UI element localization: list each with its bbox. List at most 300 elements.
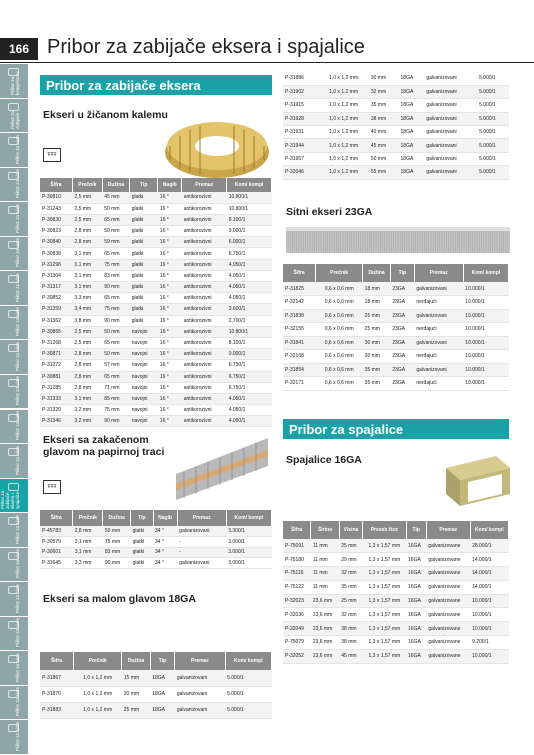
sidebar-tab-label: Pribor za alate: [15, 549, 20, 579]
table-cell: 2,8 mm: [72, 382, 102, 393]
table-cell: 2,5 mm: [72, 192, 102, 203]
table-cell: 18GA: [399, 139, 425, 152]
table-cell: 16 °: [158, 405, 182, 416]
table-cell: P-31359: [40, 304, 72, 315]
table-cell: 4.050/1: [227, 293, 272, 304]
table-cell: 8.100/1: [227, 337, 272, 348]
table-row: [283, 567, 509, 581]
table-cell: 3,1 mm: [73, 547, 103, 558]
table-cell: 5.000/1: [477, 126, 509, 139]
sidebar-tab[interactable]: [0, 686, 28, 721]
left-section-banner: Pribor za zabijače eksera: [40, 75, 272, 95]
table-cell: 1,0 x 1,2 mm: [318, 166, 369, 179]
table-cell: 16 °: [158, 192, 182, 203]
table-cell: 1,3 x 1,57 mm: [363, 649, 406, 663]
column-header: Presek žice: [363, 521, 406, 539]
title-rule: [0, 62, 534, 63]
table-cell: P-31886: [283, 72, 318, 85]
table-cell: 6.750/1: [227, 360, 272, 371]
table-cell: galvanizovane: [426, 553, 470, 567]
table-cell: 25 mm: [122, 702, 150, 718]
table-cell: P-30823: [40, 226, 72, 237]
sidebar-tab[interactable]: [0, 99, 28, 134]
sidebar-tab[interactable]: [0, 720, 28, 755]
table-cell: 11 mm: [311, 567, 339, 581]
table-cell: galvanizovane: [426, 580, 470, 594]
sidebar-tab-label: Pribor za alate: [15, 272, 20, 302]
table-cell: galvanizovane: [426, 539, 470, 553]
table-cell: 38 mm: [369, 112, 399, 125]
page-number: 166: [0, 38, 38, 60]
table-cell: 9.000/1: [227, 349, 272, 360]
table-cell: 25 mm: [339, 539, 362, 553]
table-cell: glatki: [130, 282, 158, 293]
table-cell: 3,2 mm: [72, 405, 102, 416]
table-row: [283, 350, 509, 364]
table-cell: P-31838: [283, 309, 316, 323]
table-cell: 1,0 x 1,2 mm: [318, 72, 369, 85]
table-cell: 65 mm: [102, 214, 129, 225]
sidebar-tab[interactable]: [0, 306, 28, 341]
table-cell: P-32023: [283, 594, 311, 608]
table-cell: galvanizovane: [426, 636, 470, 650]
table-cell: 10.800/1: [227, 326, 272, 337]
table-cell: antikorozivni: [182, 405, 227, 416]
sidebar-tab-label: Pribor za alate: [15, 652, 20, 682]
table-cell: antikorozivni: [182, 416, 227, 427]
table-cell: 30 mm: [363, 336, 391, 350]
table-cell: navojni: [130, 393, 158, 404]
table-cell: 1,3 x 1,57 mm: [363, 594, 406, 608]
table-cell: glatki: [130, 248, 158, 259]
table-cell: 90 mm: [102, 416, 129, 427]
table-cell: P-31320: [40, 405, 72, 416]
fine-nails-image: [286, 225, 510, 255]
table-cell: 16 °: [158, 248, 182, 259]
table-cell: P-31243: [40, 203, 72, 214]
table-cell: 34 °: [153, 547, 177, 558]
table-row: [283, 594, 509, 608]
column-header: Kom/ kompl: [226, 510, 271, 526]
table-cell: 16GA: [406, 553, 426, 567]
table-row: [40, 371, 272, 382]
table-cell: 18GA: [399, 85, 425, 98]
table-cell: P-30830: [40, 214, 72, 225]
table-cell: P-31825: [283, 282, 316, 296]
table-cell: 11 mm: [311, 580, 339, 594]
table-row: [40, 304, 272, 315]
paper-strip-nails-title: Ekseri sa zakačenom glavom na papirnoj traci: [43, 434, 165, 458]
table-cell: 1,3 x 1,57 mm: [363, 636, 406, 650]
column-header: Kom/ kompl: [463, 264, 508, 282]
sidebar-tab[interactable]: [0, 444, 28, 479]
table-cell: navojni: [130, 349, 158, 360]
column-header: Tip: [406, 521, 426, 539]
sidebar-tab-label: Pribor za alate: [15, 721, 20, 751]
sidebar-tab[interactable]: [0, 513, 28, 548]
column-header: Visina: [339, 521, 362, 539]
table-cell: 4.050/1: [227, 405, 272, 416]
table-row: [40, 293, 272, 304]
small-head-nails-continued-table: [283, 72, 509, 180]
table-cell: 4.050/1: [227, 282, 272, 293]
sidebar-tab[interactable]: [0, 651, 28, 686]
table-cell: P-30840: [40, 237, 72, 248]
table-cell: antikorozivni: [182, 349, 227, 360]
table-cell: 28.000/1: [470, 539, 508, 553]
table-cell: 3,1 mm: [73, 537, 103, 548]
table-row: [283, 363, 509, 377]
table-row: [40, 203, 272, 214]
table-cell: antikorozivni: [182, 226, 227, 237]
table-cell: 90 mm: [102, 315, 129, 326]
paper-strip-nails-image: [170, 434, 274, 502]
table-row: [283, 309, 509, 323]
paper-strip-badge-icon: ŦŦŦ: [43, 480, 61, 494]
column-header: Šifra: [283, 264, 316, 282]
table-cell: 1,3 x 1,57 mm: [363, 539, 406, 553]
table-cell: 18GA: [150, 686, 175, 702]
table-cell: 83 mm: [102, 270, 129, 281]
table-cell: glatki: [130, 315, 158, 326]
table-cell: 10.000/1: [463, 323, 508, 337]
table-cell: 34 °: [153, 526, 177, 537]
table-cell: P-31870: [40, 686, 74, 702]
table-cell: 23GA: [390, 377, 414, 391]
table-cell: navojni: [130, 416, 158, 427]
table-cell: 85 mm: [102, 393, 129, 404]
table-cell: 10.000/1: [470, 608, 508, 622]
table-row: [40, 537, 272, 548]
table-cell: 1,3 x 1,57 mm: [363, 567, 406, 581]
table-cell: P-32171: [283, 377, 316, 391]
table-row: [283, 99, 509, 112]
table-cell: 38 mm: [339, 636, 362, 650]
table-cell: antikorozivni: [182, 192, 227, 203]
table-cell: 16 °: [158, 371, 182, 382]
sidebar-tab[interactable]: [0, 340, 28, 375]
table-cell: P-31333: [40, 393, 72, 404]
table-cell: 0,6 x 0,6 mm: [316, 350, 363, 364]
table-cell: 16 °: [158, 382, 182, 393]
sidebar-tab[interactable]: [0, 582, 28, 617]
table-cell: P-30601: [40, 547, 73, 558]
sidebar-tab[interactable]: [0, 548, 28, 583]
sidebar-tab-label: Pribor za alate: [15, 169, 20, 199]
table-cell: antikorozivni: [182, 360, 227, 371]
column-header: Šifra: [40, 510, 73, 526]
table-cell: 65 mm: [102, 248, 129, 259]
table-row: [40, 226, 272, 237]
table-cell: 10.000/1: [463, 309, 508, 323]
table-cell: antikorozivni: [182, 382, 227, 393]
table-row: [40, 686, 272, 702]
table-cell: P-75079: [283, 636, 311, 650]
table-row: [40, 526, 272, 537]
table-cell: 4.050/1: [227, 416, 272, 427]
table-cell: 10.000/1: [463, 336, 508, 350]
sidebar-tab[interactable]: [0, 133, 28, 168]
table-cell: galvanizovani: [424, 99, 477, 112]
column-header: Premaz: [182, 178, 227, 192]
table-cell: 25 mm: [363, 309, 391, 323]
table-cell: 2,8 mm: [73, 526, 103, 537]
table-row: [283, 553, 509, 567]
table-row: [283, 85, 509, 98]
sidebar-tab[interactable]: [0, 237, 28, 272]
sidebar-tab-label: Pribor za alate: [15, 341, 20, 371]
table-cell: 16 °: [158, 293, 182, 304]
table-cell: antikorozivni: [182, 248, 227, 259]
table-cell: P-31854: [283, 363, 316, 377]
table-cell: 50 mm: [102, 326, 129, 337]
table-cell: glatki: [130, 226, 158, 237]
sidebar-tab[interactable]: [0, 64, 28, 99]
table-cell: navojni: [130, 382, 158, 393]
table-cell: antikorozivni: [182, 203, 227, 214]
table-cell: 15 mm: [122, 670, 150, 686]
table-cell: galvanizovani: [424, 112, 477, 125]
table-cell: 18GA: [399, 152, 425, 165]
table-cell: 14.000/1: [470, 580, 508, 594]
table-cell: antikorozivni: [182, 326, 227, 337]
column-header: Premaz: [414, 264, 463, 282]
table-row: [283, 152, 509, 165]
table-header-row: [40, 178, 272, 192]
table-header-row: [40, 510, 272, 526]
table-cell: 1,0 x 1,2 mm: [74, 670, 122, 686]
coil-nails-table: [40, 178, 272, 427]
table-cell: P-31272: [40, 360, 72, 371]
sidebar-tab-label: Pribor za alate: [15, 618, 20, 648]
sidebar-tab[interactable]: [0, 479, 28, 514]
table-cell: antikorozivni: [182, 293, 227, 304]
table-cell: 23GA: [390, 296, 414, 310]
table-cell: galvanizovane: [426, 594, 470, 608]
table-row: [283, 336, 509, 350]
staples-table: [283, 521, 509, 664]
table-cell: 5.000/1: [225, 702, 271, 718]
table-cell: 18GA: [150, 670, 175, 686]
table-cell: 2,5 mm: [72, 214, 102, 225]
table-cell: 18GA: [399, 126, 425, 139]
table-cell: galvanizovani: [177, 526, 226, 537]
table-cell: antikorozivni: [182, 282, 227, 293]
table-cell: P-31883: [40, 702, 74, 718]
table-cell: galvanizovani: [424, 72, 477, 85]
table-cell: 3.300/1: [226, 526, 271, 537]
table-cell: navojni: [130, 326, 158, 337]
column-header: Kom/ kompl: [225, 652, 271, 670]
table-row: [40, 349, 272, 360]
sidebar-tab-label: Pribor za kompresore: [10, 70, 20, 95]
table-cell: 71 mm: [102, 382, 129, 393]
column-header: Šifra: [40, 178, 72, 192]
table-row: [40, 360, 272, 371]
table-cell: 23GA: [390, 323, 414, 337]
table-cell: 10.000/1: [463, 282, 508, 296]
table-row: [283, 296, 509, 310]
table-cell: glatki: [131, 547, 153, 558]
table-cell: 50 mm: [102, 349, 129, 360]
table-cell: galvanizovani: [424, 139, 477, 152]
table-cell: 50 mm: [369, 152, 399, 165]
sidebar-tab[interactable]: [0, 202, 28, 237]
table-cell: 1,0 x 1,2 mm: [318, 112, 369, 125]
table-cell: 3,8 mm: [72, 315, 102, 326]
table-cell: 3,1 mm: [72, 270, 102, 281]
table-cell: 0,6 x 0,6 mm: [316, 296, 363, 310]
table-cell: 35 mm: [369, 99, 399, 112]
table-cell: 1,0 x 1,2 mm: [318, 126, 369, 139]
table-cell: nerđajući: [414, 350, 463, 364]
table-cell: 75 mm: [102, 405, 129, 416]
table-cell: 45 mm: [102, 192, 129, 203]
table-cell: 16GA: [406, 580, 426, 594]
table-row: [40, 315, 272, 326]
table-cell: 10.000/1: [463, 377, 508, 391]
column-header: Premaz: [177, 510, 226, 526]
table-cell: galvanizovani: [175, 670, 225, 686]
table-cell: 40 mm: [369, 126, 399, 139]
table-row: [40, 382, 272, 393]
table-cell: P-30838: [40, 248, 72, 259]
table-cell: galvanizovani: [175, 702, 225, 718]
table-row: [40, 702, 272, 718]
table-cell: 5.000/1: [477, 112, 509, 125]
table-cell: 3,4 mm: [72, 304, 102, 315]
table-cell: galvanizovane: [426, 649, 470, 663]
table-cell: 1,0 x 1,2 mm: [318, 85, 369, 98]
table-cell: 1,0 x 1,2 mm: [74, 702, 122, 718]
table-row: [40, 248, 272, 259]
table-cell: P-32155: [283, 323, 316, 337]
table-cell: 3.000/1: [226, 547, 271, 558]
sidebar-tab[interactable]: [0, 271, 28, 306]
table-cell: P-31268: [40, 337, 72, 348]
sidebar-tab-label: Pribor za alate: [15, 134, 20, 164]
table-cell: 16 °: [158, 203, 182, 214]
sidebar-tab-label: Pribor za zabijače eksera i spajalice: [0, 491, 20, 510]
table-row: [283, 622, 509, 636]
table-cell: 18 mm: [363, 282, 391, 296]
table-cell: 5.000/1: [225, 670, 271, 686]
table-cell: antikorozivni: [182, 393, 227, 404]
table-cell: 10.000/1: [463, 296, 508, 310]
table-cell: 10.000/1: [470, 594, 508, 608]
table-cell: P-31298: [40, 259, 72, 270]
table-cell: 5.000/1: [477, 166, 509, 179]
sidebar-tab[interactable]: [0, 410, 28, 445]
table-cell: P-31957: [283, 152, 318, 165]
table-cell: antikorozivni: [182, 304, 227, 315]
table-cell: 0,6 x 0,6 mm: [316, 336, 363, 350]
table-cell: 3,3 mm: [73, 558, 103, 569]
table-row: [40, 259, 272, 270]
table-cell: 0,6 x 0,6 mm: [316, 323, 363, 337]
table-cell: 5.000/1: [477, 72, 509, 85]
column-header: Kom/ kompl: [470, 521, 508, 539]
sidebar-tab-label: Pribor za alate: [15, 514, 20, 544]
table-cell: 18GA: [399, 99, 425, 112]
table-row: [40, 405, 272, 416]
sidebar-tab-label: Pribor za alate: [15, 445, 20, 475]
column-header: Tip: [150, 652, 175, 670]
small-head-nails-title: Ekseri sa malom glavom 18GA: [43, 593, 196, 605]
table-cell: glatki: [130, 192, 158, 203]
chapter-sidebar: [0, 64, 28, 755]
table-cell: 2,8 mm: [72, 371, 102, 382]
sidebar-tab[interactable]: [0, 617, 28, 652]
table-cell: P-32168: [283, 350, 316, 364]
table-row: [283, 166, 509, 179]
sidebar-tab[interactable]: [0, 375, 28, 410]
table-row: [283, 608, 509, 622]
table-cell: 3,3 mm: [72, 293, 102, 304]
table-row: [283, 72, 509, 85]
table-cell: galvanizovani: [177, 558, 226, 569]
table-cell: 14.000/1: [470, 553, 508, 567]
table-cell: 16GA: [406, 539, 426, 553]
table-cell: 38 mm: [339, 622, 362, 636]
table-cell: P-75091: [283, 539, 311, 553]
table-cell: 1,3 x 1,57 mm: [363, 608, 406, 622]
sidebar-tab[interactable]: [0, 168, 28, 203]
table-cell: P-31304: [40, 270, 72, 281]
column-header: Tip: [130, 178, 158, 192]
table-cell: 18 mm: [363, 296, 391, 310]
table-cell: 16GA: [406, 622, 426, 636]
table-cell: 30 mm: [363, 350, 391, 364]
table-cell: 0,6 x 0,6 mm: [316, 377, 363, 391]
table-row: [40, 337, 272, 348]
table-cell: glatki: [131, 537, 153, 548]
table-cell: -: [177, 547, 226, 558]
table-cell: glatki: [131, 526, 153, 537]
column-header: Nagib: [153, 510, 177, 526]
table-row: [283, 282, 509, 296]
column-header: Prečnik: [316, 264, 363, 282]
table-cell: 18GA: [399, 112, 425, 125]
table-cell: 5.000/1: [225, 686, 271, 702]
table-cell: 25 mm: [363, 323, 391, 337]
column-header: Kom/ kompl: [227, 178, 272, 192]
table-cell: 75 mm: [102, 304, 129, 315]
table-row: [283, 649, 509, 663]
table-cell: 5.000/1: [477, 99, 509, 112]
table-row: [40, 270, 272, 281]
table-cell: 16 °: [158, 393, 182, 404]
table-cell: 8.100/1: [227, 214, 272, 225]
table-cell: P-31915: [283, 99, 318, 112]
table-cell: 9.200/1: [470, 636, 508, 650]
table-row: [283, 377, 509, 391]
table-cell: 75 mm: [103, 537, 131, 548]
table-cell: 1,0 x 1,2 mm: [318, 152, 369, 165]
table-cell: 5.000/1: [477, 139, 509, 152]
table-cell: 65 mm: [102, 371, 129, 382]
table-cell: 16 °: [158, 315, 182, 326]
table-row: [40, 282, 272, 293]
table-cell: 2,8 mm: [72, 349, 102, 360]
table-cell: 32 mm: [339, 608, 362, 622]
table-cell: 50 mm: [103, 526, 131, 537]
table-cell: P-32036: [283, 608, 311, 622]
table-cell: 4.050/1: [227, 393, 272, 404]
table-cell: 16 °: [158, 337, 182, 348]
table-cell: 83 mm: [103, 547, 131, 558]
table-cell: 16 °: [158, 282, 182, 293]
